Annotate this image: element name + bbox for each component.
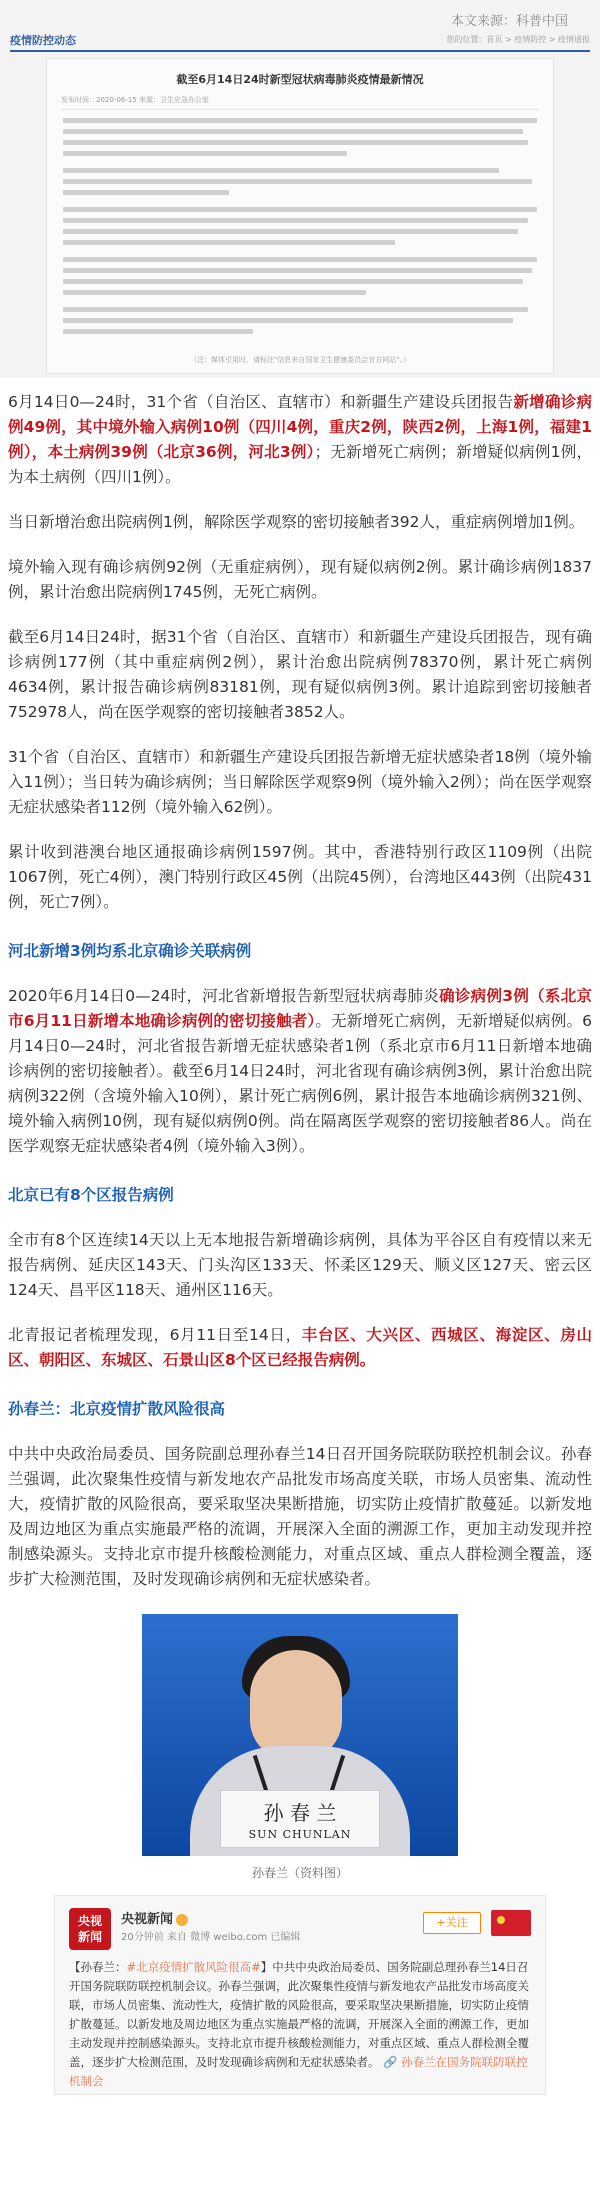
- paragraph-7-highlight: 确诊病例3例（系北京市6月11日新增本地确诊病例的密切接触者）: [8, 987, 592, 1030]
- photo-caption: 孙春兰（资料图）: [251, 1866, 348, 1880]
- flag-icon: [491, 1910, 531, 1936]
- weibo-author-name[interactable]: 央视新闻: [121, 1912, 174, 1927]
- heading-sun-chunlan: 孙春兰：北京疫情扩散风险很高: [8, 1400, 226, 1418]
- weibo-card: [54, 1895, 546, 2095]
- paragraph-9-highlight: 丰台区、大兴区、西城区、海淀区、房山区、朝阳区、东城区、石景山区8个区已经报告病例。: [8, 1326, 592, 1369]
- follow-button[interactable]: +关注: [423, 1912, 481, 1934]
- notice-text-lines: [63, 118, 537, 334]
- paragraph-9: [8, 1323, 592, 1373]
- nameplate-en: SUN CHUNLAN: [248, 1828, 352, 1841]
- nameplate-cn: 孙 春 兰: [263, 1801, 337, 1825]
- paragraph-2: 当日新增治愈出院病例1例，解除医学观察的密切接触者392人，重症病例增加1例。: [8, 513, 585, 531]
- paragraph-7-text: 2020年6月14日0—24时，河北省新增报告新型冠状病毒肺炎: [8, 987, 440, 1005]
- weibo-topic-link[interactable]: #北京疫情扩散风险很高#: [126, 1960, 261, 1974]
- paragraph-8: 全市有8个区连续14天以上无本地报告新增确诊病例，具体为平谷区自有疫情以来无报告病例、延庆区143天、门头沟区133天、怀柔区129天、顺义区127天、密云区124天、昌平区118天、通州区116天。: [8, 1231, 592, 1299]
- paragraph-7: [8, 984, 592, 1159]
- notice-screenshot: [0, 0, 600, 378]
- avatar-text-2: 新闻: [77, 1930, 102, 1944]
- nameplate: [220, 1790, 380, 1848]
- paragraph-1: [8, 390, 592, 490]
- avatar[interactable]: [69, 1908, 111, 1950]
- photo-face: [250, 1650, 342, 1760]
- avatar-text-1: 央视: [77, 1914, 102, 1928]
- paragraph-4: 截至6月14日24时，据31个省（自治区、直辖市）和新疆生产建设兵团报告，现有确诊病例177例（其中重症病例2例），累计治愈出院病例78370例，累计死亡病例4634例，累计报告确诊病例83181例，现有疑似病例3例。累计追踪到密切接触者752978人，尚在医学观察的密切接触者3852人。: [8, 628, 592, 721]
- weibo-link-text[interactable]: 孙春兰在国务院联防联控机制会: [69, 2055, 528, 2088]
- paragraph-9-text: 北青报记者梳理发现，6月11日至14日，: [8, 1326, 302, 1344]
- source-line: 本文来源：科普中国: [450, 14, 568, 29]
- notice-breadcrumb: 您的位置：首页 > 疫情防控 > 疫情通报: [446, 35, 590, 44]
- notice-footer: （注：媒体引用时，请标注"信息来自国家卫生健康委员会官方网站"。）: [190, 356, 410, 364]
- paragraph-1-highlight: 新增确诊病例49例，其中境外输入病例10例（四川4例，重庆2例，陕西2例，上海1例，福建1例），本土病例39例（北京36例，河北3例）: [8, 393, 592, 461]
- paragraph-1-text-end: ；无新增死亡病例；新增疑似病例1例，为本土病例（四川1例）。: [8, 443, 592, 486]
- weibo-time: 20分钟前 来自 微博 weibo.com 已编辑: [121, 1932, 301, 1943]
- paragraph-3: 境外输入现有确诊病例92例（无重症病例），现有疑似病例2例。累计确诊病例1837例，累计治愈出院病例1745例，无死亡病例。: [8, 558, 592, 601]
- paragraph-5: 31个省（自治区、直辖市）和新疆生产建设兵团报告新增无症状感染者18例（境外输入11例）；当日转为确诊病例；当日解除医学观察9例（境外输入2例）；尚在医学观察无症状感染者112例（境外输入62例）。: [8, 748, 592, 816]
- article-body: [0, 390, 600, 2095]
- weibo-text-body: 】中共中央政治局委员、国务院副总理孙春兰14日召开国务院联防联控机制会议。孙春兰强调，此次聚集性疫情与新发地农产品批发市场高度关联，市场人员密集、流动性大，疫情扩散的风险很高，要采取坚决果断措施，切实防止疫情扩散蔓延。以新发地及周边地区为重点实施最严格的流调，开展深入全面的溯源工作，更加主动发现并控制感染源头。支持北京市提升核酸检测能力，对重点区域、重点人群检测全覆盖，逐步扩大检测范围，及时发现确诊病例和无症状感染者。: [69, 1960, 529, 2069]
- verified-icon: [176, 1914, 188, 1926]
- notice-header: [10, 30, 590, 52]
- weibo-text: [69, 1958, 531, 2091]
- paragraph-10: 中共中央政治局委员、国务院副总理孙春兰14日召开国务院联防联控机制会议。孙春兰强调，此次聚集性疫情与新发地农产品批发市场高度关联，市场人员密集、流动性大，疫情扩散的风险很高，要采取坚决果断措施，切实防止疫情扩散蔓延。以新发地及周边地区为重点实施最严格的流调，开展深入全面的溯源工作，更加主动发现并控制感染源头。支持北京市提升核酸检测能力，对重点区域、重点人群检测全覆盖，逐步扩大检测范围，及时发现确诊病例和无症状感染者。: [8, 1445, 592, 1588]
- weibo-link[interactable]: 🔗 孙春兰在国务院联防联控机制会: [69, 2055, 528, 2088]
- weibo-author[interactable]: [121, 1908, 188, 1927]
- notice-title: 截至6月14日24时新型冠状病毒肺炎疫情最新情况: [176, 73, 424, 86]
- notice-meta: 发布时间：2020-06-15 来源：卫生应急办公室: [61, 95, 539, 110]
- photo-image: [142, 1614, 458, 1856]
- photo-figure: [142, 1614, 458, 1881]
- notice-tag: 疫情防控动态: [10, 34, 76, 47]
- heading-hebei: 河北新增3例均系北京确诊关联病例: [8, 942, 252, 960]
- notice-card: [46, 58, 554, 374]
- paragraph-1-text: 6月14日0—24时，31个省（自治区、直辖市）和新疆生产建设兵团报告: [8, 393, 514, 411]
- paragraph-6: 累计收到港澳台地区通报确诊病例1597例。其中，香港特别行政区1109例（出院1067例，死亡4例），澳门特别行政区45例（出院45例），台湾地区443例（出院431例，死亡7例）。: [8, 843, 592, 911]
- weibo-text-prefix: 【孙春兰：: [69, 1960, 127, 1974]
- paragraph-7-text-end: 。无新增死亡病例，无新增疑似病例。6月14日0—24时，河北省报告新增无症状感染者1例（系北京市6月11日新增本地确诊病例的密切接触者）。截至6月14日24时，河北省现有确诊病例3例，累计治愈出院病例322例（含境外输入10例），累计死亡病例6例，累计报告本地确诊病例321例、境外输入病例10例，现有疑似病例0例。尚在隔离医学观察的密切接触者86人。尚在医学观察无症状感染者4例（境外输入3例）。: [8, 1012, 592, 1155]
- heading-beijing: 北京已有8个区报告病例: [8, 1186, 174, 1204]
